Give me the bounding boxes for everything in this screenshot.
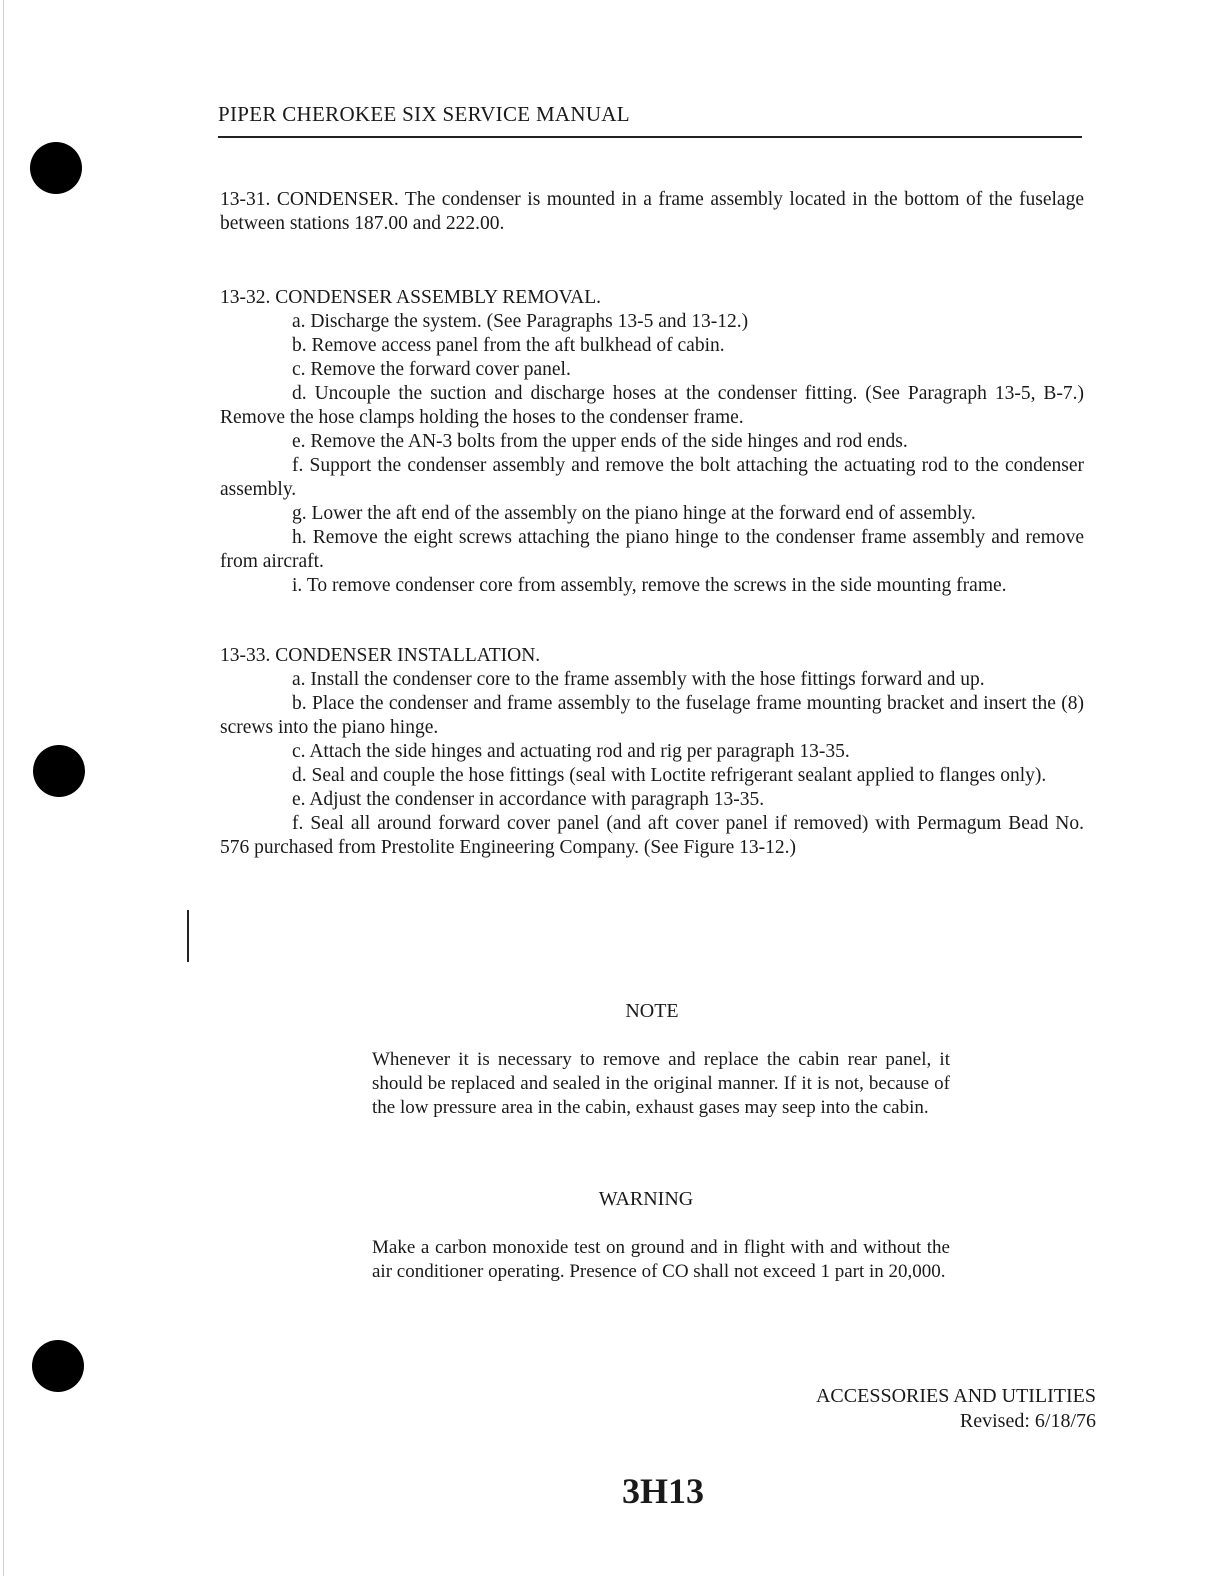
condenser-paragraph: 13-31. CONDENSER. The condenser is mounted in a frame assembly located in the bottom of the fuselage between stations 187.00 and 222.00. [220,189,1084,234]
removal-step-h [220,526,1084,574]
step-letter: a. [292,311,306,332]
page-edge-line [3,0,4,1576]
step-text: Remove the forward cover panel. [310,359,571,380]
removal-step-c [220,358,1084,382]
step-letter: f. [292,813,304,834]
removal-step-b [220,334,1084,358]
note-text: Whenever it is necessary to remove and replace the cabin rear panel, it should be replaced and sealed in the original manner. If it is not, because of the low pressure area in the cabin, exhaust gases may seep into the cabin. [372,1049,950,1118]
step-letter: d. [292,765,307,786]
removal-step-g [220,502,1084,526]
installation-step-f [220,812,1084,860]
manual-body [220,188,1084,860]
step-letter: b. [292,693,307,714]
step-letter: b. [292,335,307,356]
step-letter: h. [292,527,307,548]
header-divider [218,136,1082,138]
step-text: Attach the side hinges and actuating rod and rig per paragraph 13-35. [309,741,850,762]
step-text: To remove condenser core from assembly, remove the screws in the side mounting frame. [306,575,1007,596]
footer-section-name: ACCESSORIES AND UTILITIES [815,1385,1096,1407]
step-text: Install the condenser core to the frame assembly with the hose fittings forward and up. [310,669,985,690]
removal-step-f [220,454,1084,502]
page-identifier: 3H13 [621,1471,704,1511]
removal-step-a [220,310,1084,334]
step-letter: c. [292,741,306,762]
warning-text: Make a carbon monoxide test on ground and in flight with and without the air conditioner operating. Presence of CO shall not exceed 1 part in 20,000. [372,1237,950,1282]
step-text: Support the condenser assembly and remove the bolt attaching the actuating rod to the condenser assembly. [220,455,1084,500]
step-text: Adjust the condenser in accordance with paragraph 13-35. [309,789,765,810]
step-letter: i. [292,575,303,596]
manual-title: PIPER CHEROKEE SIX SERVICE MANUAL [218,102,630,126]
installation-step-d [220,764,1084,788]
installation-step-e [220,788,1084,812]
step-letter: a. [292,669,306,690]
installation-step-b [220,692,1084,740]
step-letter: g. [292,503,307,524]
step-letter: d. [292,383,307,404]
installation-step-c [220,740,1084,764]
step-letter: f. [292,455,304,476]
removal-step-e [220,430,1084,454]
step-text: Uncouple the suction and discharge hoses at the condenser fitting. (See Paragraph 13-5, B-7.) Remove the hose clamps holding the hoses to the condenser frame. [220,383,1085,428]
step-text: Seal all around forward cover panel (and aft cover panel if removed) with Permagum Bead No. 576 purchased from Prestolite Engineering Company. (See Figure 13-12.) [220,813,1085,858]
removal-heading: 13-32. CONDENSER ASSEMBLY REMOVAL. [220,287,602,308]
step-text: Place the condenser and frame assembly to the fuselage frame mounting bracket and insert the (8) screws into the piano hinge. [220,693,1084,738]
note-title: NOTE [625,1000,679,1022]
revision-change-bar [187,910,189,962]
step-letter: e. [292,431,306,452]
step-letter: c. [292,359,306,380]
warning-title: WARNING [598,1188,694,1210]
removal-step-d [220,382,1084,430]
binder-hole-top [30,142,82,194]
removal-step-i [220,574,1084,598]
step-text: Seal and couple the hose fittings (seal with Loctite refrigerant sealant applied to flanges only). [311,765,1047,786]
footer-revised-date: Revised: 6/18/76 [959,1410,1096,1432]
binder-hole-middle [33,745,85,797]
step-letter: e. [292,789,306,810]
installation-step-a [220,668,1084,692]
footer [816,1384,1096,1434]
step-text: Discharge the system. (See Paragraphs 13-5 and 13-12.) [310,311,749,332]
installation-heading: 13-33. CONDENSER INSTALLATION. [220,645,541,666]
step-text: Lower the aft end of the assembly on the piano hinge at the forward end of assembly. [311,503,976,524]
binder-hole-bottom [32,1340,84,1392]
step-text: Remove the AN-3 bolts from the upper ends of the side hinges and rod ends. [310,431,908,452]
step-text: Remove the eight screws attaching the piano hinge to the condenser frame assembly and remove from aircraft. [220,527,1084,572]
step-text: Remove access panel from the aft bulkhead of cabin. [311,335,725,356]
